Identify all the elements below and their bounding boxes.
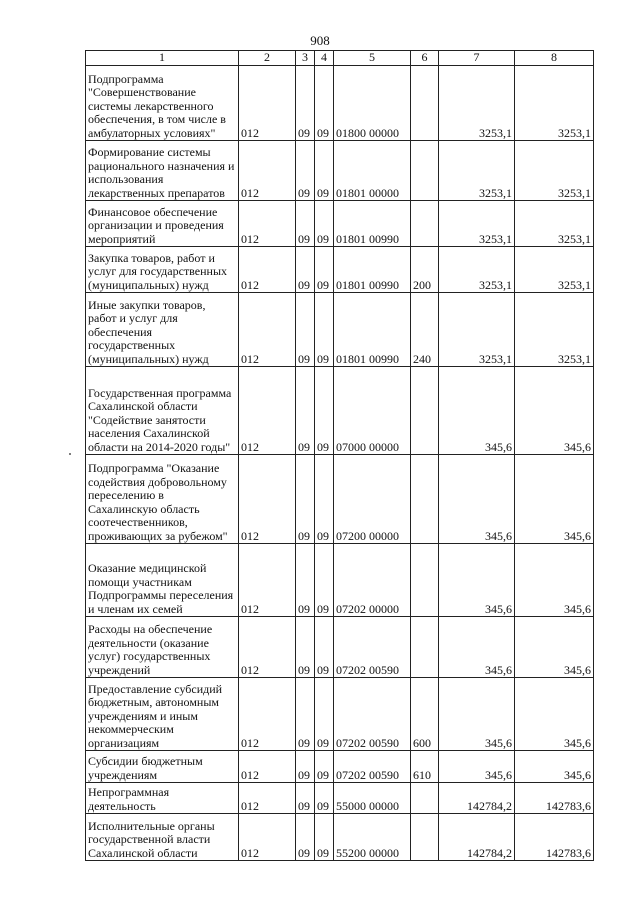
cell-subsection: 09 xyxy=(315,455,334,544)
cell-section: 09 xyxy=(296,783,315,814)
cell-expense-type xyxy=(411,455,439,544)
cell-expense-type: 240 xyxy=(411,293,439,367)
row-name: Закупка товаров, работ и услуг для государственных (муниципальных) нужд xyxy=(86,247,239,293)
cell-target-code: 07000 00000 xyxy=(334,367,411,455)
cell-subsection: 09 xyxy=(315,247,334,293)
col-header-2: 2 xyxy=(239,51,296,66)
cell-subsection: 09 xyxy=(315,201,334,247)
table-row xyxy=(86,141,594,201)
cell-expense-type xyxy=(411,783,439,814)
cell-section: 09 xyxy=(296,617,315,678)
cell-amount-2: 345,6 xyxy=(515,367,594,455)
cell-amount-2: 3253,1 xyxy=(515,201,594,247)
row-name: Иные закупки товаров, работ и услуг для обеспечения государственных (муниципальных) нужд xyxy=(86,293,239,367)
cell-admin-code: 012 xyxy=(239,66,296,141)
cell-admin-code: 012 xyxy=(239,201,296,247)
table-row xyxy=(86,814,594,861)
cell-amount-1: 345,6 xyxy=(439,751,515,783)
table-row xyxy=(86,66,594,141)
cell-subsection: 09 xyxy=(315,617,334,678)
cell-expense-type: 600 xyxy=(411,678,439,751)
table-row xyxy=(86,783,594,814)
cell-admin-code: 012 xyxy=(239,544,296,617)
cell-amount-2: 345,6 xyxy=(515,455,594,544)
col-header-5: 5 xyxy=(334,51,411,66)
col-header-8: 8 xyxy=(515,51,594,66)
cell-amount-1: 345,6 xyxy=(439,367,515,455)
cell-admin-code: 012 xyxy=(239,814,296,861)
row-name: Финансовое обеспечение организации и проведения мероприятий xyxy=(86,201,239,247)
cell-target-code: 07202 00590 xyxy=(334,617,411,678)
cell-amount-1: 3253,1 xyxy=(439,201,515,247)
cell-section: 09 xyxy=(296,814,315,861)
cell-subsection: 09 xyxy=(315,141,334,201)
cell-subsection: 09 xyxy=(315,367,334,455)
row-name: Подпрограмма "Оказание содействия добровольному переселению в Сахалинскую область соотечественников, проживающих за рубежом" xyxy=(86,455,239,544)
cell-amount-1: 3253,1 xyxy=(439,293,515,367)
cell-amount-2: 3253,1 xyxy=(515,141,594,201)
cell-admin-code: 012 xyxy=(239,678,296,751)
cell-expense-type xyxy=(411,141,439,201)
row-name: Исполнительные органы государственной власти Сахалинской области xyxy=(86,814,239,861)
cell-admin-code: 012 xyxy=(239,367,296,455)
row-name: Непрограммная деятельность xyxy=(86,783,239,814)
table-row xyxy=(86,247,594,293)
cell-target-code: 07200 00000 xyxy=(334,455,411,544)
cell-amount-2: 3253,1 xyxy=(515,247,594,293)
cell-admin-code: 012 xyxy=(239,783,296,814)
cell-amount-2: 3253,1 xyxy=(515,293,594,367)
cell-amount-1: 345,6 xyxy=(439,455,515,544)
cell-expense-type xyxy=(411,201,439,247)
page-number: 908 xyxy=(310,33,330,48)
cell-amount-1: 142784,2 xyxy=(439,783,515,814)
row-name: Субсидии бюджетным учреждениям xyxy=(86,751,239,783)
cell-section: 09 xyxy=(296,293,315,367)
cell-target-code: 01801 00990 xyxy=(334,293,411,367)
cell-target-code: 01801 00990 xyxy=(334,201,411,247)
cell-amount-1: 345,6 xyxy=(439,544,515,617)
cell-subsection: 09 xyxy=(315,66,334,141)
cell-expense-type xyxy=(411,66,439,141)
col-header-4: 4 xyxy=(315,51,334,66)
row-name: Оказание медицинской помощи участникам Подпрограммы переселения и членам их семей xyxy=(86,544,239,617)
cell-amount-2: 345,6 xyxy=(515,678,594,751)
row-name: Формирование системы рационального назначения и использования лекарственных препаратов xyxy=(86,141,239,201)
cell-section: 09 xyxy=(296,367,315,455)
cell-target-code: 01800 00000 xyxy=(334,66,411,141)
cell-subsection: 09 xyxy=(315,544,334,617)
cell-amount-2: 345,6 xyxy=(515,544,594,617)
cell-admin-code: 012 xyxy=(239,617,296,678)
table-row xyxy=(86,367,594,455)
cell-expense-type: 610 xyxy=(411,751,439,783)
table-row xyxy=(86,617,594,678)
cell-expense-type xyxy=(411,617,439,678)
table-row xyxy=(86,455,594,544)
cell-amount-1: 345,6 xyxy=(439,617,515,678)
cell-admin-code: 012 xyxy=(239,751,296,783)
cell-expense-type xyxy=(411,544,439,617)
row-name: Расходы на обеспечение деятельности (оказание услуг) государственных учреждений xyxy=(86,617,239,678)
col-header-3: 3 xyxy=(296,51,315,66)
cell-expense-type xyxy=(411,367,439,455)
cell-target-code: 07202 00590 xyxy=(334,678,411,751)
cell-section: 09 xyxy=(296,141,315,201)
row-name: Государственная программа Сахалинской области "Содействие занятости населения Сахалинской области на 2014-2020 годы" xyxy=(86,367,239,455)
cell-amount-2: 142783,6 xyxy=(515,783,594,814)
table-row xyxy=(86,751,594,783)
cell-section: 09 xyxy=(296,751,315,783)
cell-amount-2: 345,6 xyxy=(515,617,594,678)
cell-admin-code: 012 xyxy=(239,455,296,544)
row-name: Подпрограмма "Совершенствование системы лекарственного обеспечения, в том числе в амбулаторных условиях" xyxy=(86,66,239,141)
col-header-7: 7 xyxy=(439,51,515,66)
cell-section: 09 xyxy=(296,678,315,751)
scan-speck xyxy=(69,453,71,455)
cell-amount-2: 3253,1 xyxy=(515,66,594,141)
cell-subsection: 09 xyxy=(315,751,334,783)
cell-target-code: 07202 00590 xyxy=(334,751,411,783)
row-name: Предоставление субсидий бюджетным, автономным учреждениям и иным некоммерческим организациям xyxy=(86,678,239,751)
cell-section: 09 xyxy=(296,66,315,141)
cell-amount-1: 3253,1 xyxy=(439,141,515,201)
cell-target-code: 01801 00990 xyxy=(334,247,411,293)
cell-section: 09 xyxy=(296,455,315,544)
cell-subsection: 09 xyxy=(315,814,334,861)
cell-admin-code: 012 xyxy=(239,141,296,201)
cell-target-code: 07202 00000 xyxy=(334,544,411,617)
col-header-1: 1 xyxy=(86,51,239,66)
table-row xyxy=(86,544,594,617)
cell-amount-1: 3253,1 xyxy=(439,66,515,141)
cell-target-code: 01801 00000 xyxy=(334,141,411,201)
cell-target-code: 55000 00000 xyxy=(334,783,411,814)
table-row xyxy=(86,201,594,247)
col-header-6: 6 xyxy=(411,51,439,66)
cell-section: 09 xyxy=(296,201,315,247)
cell-admin-code: 012 xyxy=(239,293,296,367)
cell-section: 09 xyxy=(296,247,315,293)
cell-amount-1: 142784,2 xyxy=(439,814,515,861)
cell-subsection: 09 xyxy=(315,293,334,367)
cell-amount-2: 142783,6 xyxy=(515,814,594,861)
cell-amount-1: 345,6 xyxy=(439,678,515,751)
cell-admin-code: 012 xyxy=(239,247,296,293)
cell-section: 09 xyxy=(296,544,315,617)
cell-expense-type xyxy=(411,814,439,861)
cell-target-code: 55200 00000 xyxy=(334,814,411,861)
header-row xyxy=(86,51,594,66)
table-row xyxy=(86,293,594,367)
cell-expense-type: 200 xyxy=(411,247,439,293)
cell-subsection: 09 xyxy=(315,783,334,814)
table-row xyxy=(86,678,594,751)
cell-subsection: 09 xyxy=(315,678,334,751)
cell-amount-1: 3253,1 xyxy=(439,247,515,293)
budget-table xyxy=(85,50,594,861)
cell-amount-2: 345,6 xyxy=(515,751,594,783)
